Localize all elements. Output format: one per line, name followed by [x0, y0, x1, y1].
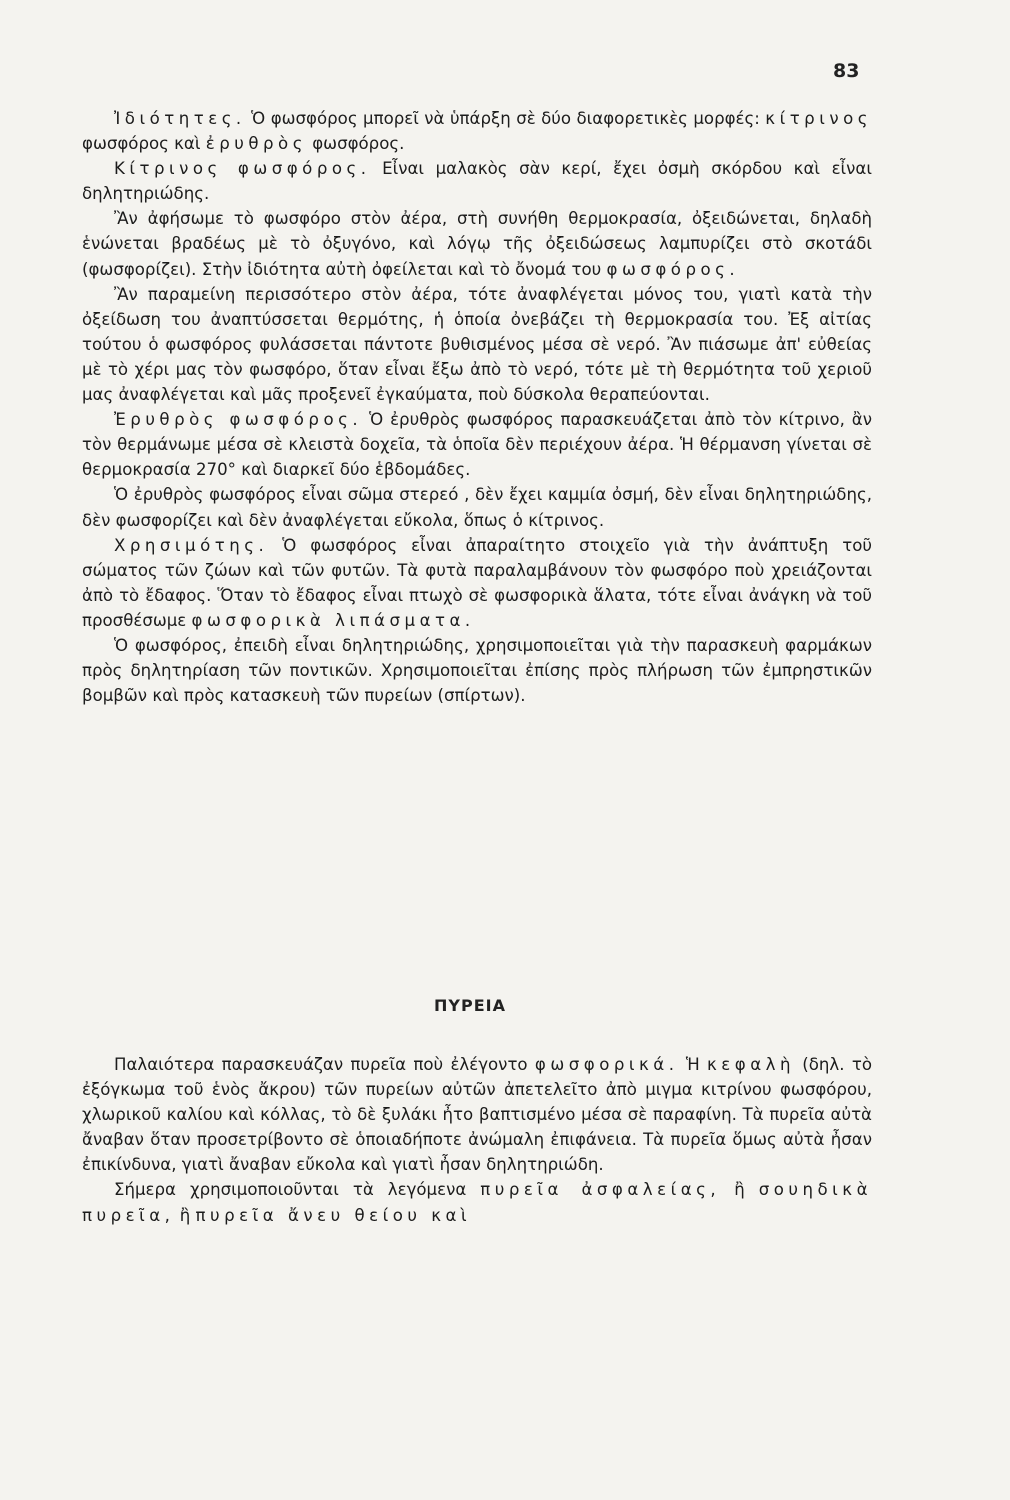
spaced-term: φωσφορικά.: [534, 1055, 679, 1074]
section-phosphorus-properties: [82, 106, 872, 708]
paragraph: [82, 282, 872, 407]
text-run: Ὁ ἐρυθρὸς φωσφόρος παρασκευάζεται ἀπὸ τὸν κίτρινο, ἂν τὸν θερμάνωμε μέσα σὲ κλειστὰ δοχεῖα, τὰ ὁποῖα δὲν περιέχουν ἀέρα. Ἡ θέρμανση γίνεται σὲ θερμοκρασία 270° καὶ διαρκεῖ δύο ἑβδομάδες.: [82, 410, 872, 480]
paragraph: [82, 407, 872, 482]
paragraph: [82, 482, 872, 532]
spaced-term: ἐρυθρὸς: [205, 134, 307, 154]
section-matches: [82, 1052, 872, 1228]
spaced-term: κίτρινος: [765, 109, 872, 128]
text-run: Εἶναι μαλακὸς σὰν κερί, ἔχει ὀσμὴ σκόρδου καὶ εἶναι δηλητηριώδης.: [82, 159, 872, 204]
text-run: Παλαιότερα παρασκευάζαν πυρεῖα ποὺ ἐλέγοντο: [114, 1055, 535, 1074]
spaced-term: Χρησιμότης.: [114, 535, 269, 555]
text-run: Ὁ ἐρυθρὸς φωσφόρος εἶναι σῶμα στερεό , δὲν ἔχει καμμία ὀσμή, δὲν εἶναι δηλητηριώδης, δὲν φωσφορίζει καὶ δὲν ἀναφλέγεται εὔκολα, ὅπως ὁ κίτρινος.: [82, 485, 872, 530]
text-run: Ὁ φωσφόρος εἶναι ἀπαραίτητο στοιχεῖο γιὰ τὴν ἀνάπτυξη τοῦ σώματος τῶν ζώων καὶ τῶν φυτῶν. Τὰ φυτὰ παραλαμβάνουν τὸν φωσφόρο ποὺ χρειάζονται ἀπὸ τὸ ἔδαφος. Ὅταν τὸ ἔδαφος εἶναι πτωχὸ σὲ φωσφορικὰ ἅλατα, τότε εἶναι ἀνάγκη νὰ τοῦ προσθέσωμε: [82, 535, 872, 630]
spaced-term: σουηδικὰ πυρεῖα,: [82, 1180, 873, 1225]
paragraph: [82, 1052, 872, 1177]
page-number: 83: [833, 60, 860, 82]
paragraph: [82, 156, 872, 206]
text-run: φωσφόρος καὶ: [82, 134, 206, 154]
text-run: Ἂν παραμείνη περισσότερο στὸν ἀέρα, τότε ἀναφλέγεται μόνος του, γιατὶ κατὰ τὴν ὀξείδωση του ἀναπτύσσεται θερμότης, ἡ ὁποία ὀνεβάζει τὴ θερμοκρασία του. Ἐξ αἰτίας τούτου ὁ φωσφόρος φυλάσσεται πάντοτε βυθισμένος μέσα σὲ νερό. Ἂν πιάσωμε ἀπ' εὐθείας μὲ τὸ χέρι μας τὸν φωσφόρο, ὅταν εἶναι ἔξω ἀπὸ τὸ νερό, τότε μὲ τὴ θερμότητα τοῦ χεριοῦ μας ἀναφλέγεται καὶ μᾶς προξενεῖ ἐγκαύματα, ποὺ δύσκολα θεραπεύονται.: [82, 284, 872, 405]
text-run: Ὁ φωσφόρος μπορεῖ νὰ ὑπάρξη σὲ δύο διαφορετικὲς μορφές:: [245, 109, 766, 128]
text-run: Ὁ φωσφόρος, ἐπειδὴ εἶναι δηλητηριώδης, χρησιμοποιεῖται γιὰ τὴν παρασκευὴ φαρμάκων πρὸς δηλητηρίαση τῶν ποντικῶν. Χρησιμοποιεῖται ἐπίσης πρὸς πλήρωση τῶν ἐμπρηστικῶν βομβῶν καὶ πρὸς κατασκευὴ τῶν πυρείων (σπίρτων).: [82, 635, 872, 706]
text-run: Σήμερα χρησιμοποιοῦνται τὰ λεγόμενα: [114, 1180, 481, 1200]
spaced-term: κεφαλὴ: [707, 1055, 795, 1074]
text-run: Ἂν ἀφήσωμε τὸ φωσφόρο στὸν ἀέρα, στὴ συνήθη θερμοκρασία, ὀξειδώνεται, δηλαδὴ ἑνώνεται βραδέως μὲ τὸ ὀξυγόνο, καὶ λόγῳ τῆς ὀξειδώσεως λαμπυρίζει στὸ σκοτάδι (φωσφορίζει). Στὴν ἰδιότητα αὐτὴ ὀφείλεται καὶ τὸ ὄνομά του: [82, 209, 872, 279]
text-run: Ἡ: [678, 1055, 707, 1074]
spaced-term: Ἰδιότητες.: [114, 109, 246, 128]
paragraph: [82, 206, 872, 281]
text-run: (δηλ. τὸ ἐξόγκωμα τοῦ ἑνὸς ἄκρου) τῶν πυρείων αὐτῶν ἀπετελεῖτο ἀπὸ μιγμα κιτρίνου φωσφόρου, χλωρικοῦ καλίου καὶ κόλλας, τὸ δὲ ξυλάκι ἦτο βαπτισμένο μέσα σὲ παραφίνη. Τὰ πυρεῖα αὐτὰ ἄναβαν ὅταν προσετρίβοντο σὲ ὁποιαδήποτε ἀνώμαλη ἐπιφάνεια. Τὰ πυρεῖα ὅμως αὐτὰ ἦσαν ἐπικίνδυνα, γιατὶ ἄναβαν εὔκολα καὶ γιατὶ ἦσαν δηλητηριώδη.: [82, 1055, 872, 1175]
paragraph: [82, 633, 872, 708]
paragraph: [82, 1177, 872, 1227]
text-run: φωσφόρος.: [306, 134, 405, 154]
spaced-term: πυρεῖα ἄνευ θείου καὶ: [195, 1205, 472, 1225]
spaced-term: φωσφόρος.: [606, 259, 740, 279]
text-run: ἢ: [174, 1205, 196, 1225]
spaced-term: Ἐρυθρὸς φωσφόρος.: [114, 410, 363, 430]
paragraph: [82, 106, 872, 156]
spaced-term: φωσφορικὰ λιπάσματα.: [191, 610, 475, 630]
spaced-term: Κίτρινος φωσφόρος.: [114, 159, 371, 179]
section-title: ΠΥΡΕΙΑ: [434, 996, 506, 1015]
paragraph: [82, 533, 872, 633]
spaced-term: πυρεῖα ἀσφαλείας,: [480, 1180, 721, 1200]
text-run: ἢ: [720, 1180, 759, 1200]
